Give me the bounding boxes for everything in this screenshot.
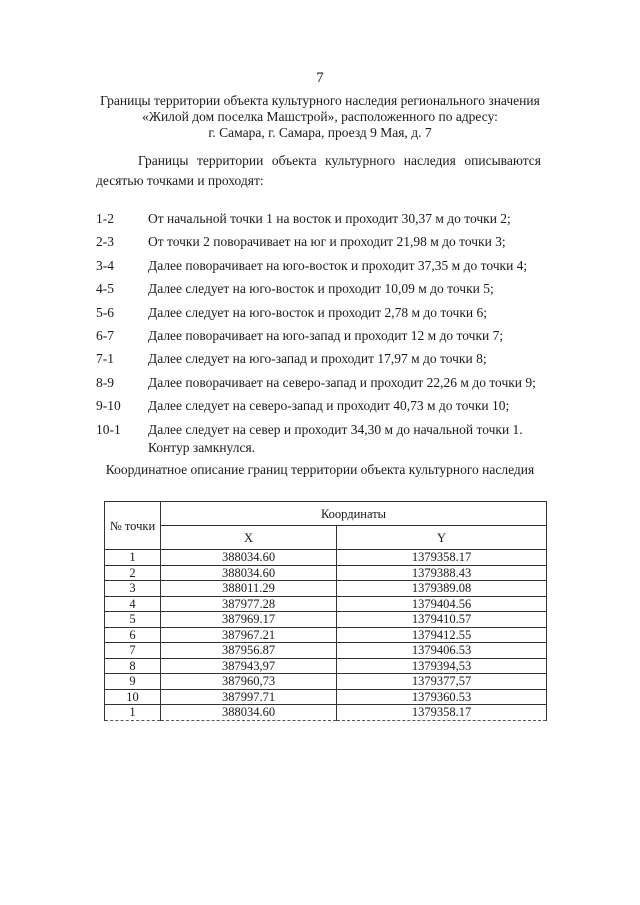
segment-description-line: Контур замкнулся. bbox=[148, 439, 256, 455]
intro-line: Границы территории объекта культурного наследия описываются bbox=[138, 153, 541, 168]
cell-y: 1379358.17 bbox=[337, 705, 547, 721]
segment-number: 1-2 bbox=[96, 211, 114, 226]
cell-x: 387967.21 bbox=[161, 627, 337, 643]
cell-point-number: 2 bbox=[105, 565, 161, 581]
cell-x: 388034.60 bbox=[161, 565, 337, 581]
table-row bbox=[105, 596, 547, 612]
segment-description: От точки 2 поворачивает на юг и проходит 21,98 м до точки 3; bbox=[148, 234, 506, 250]
cell-y: 1379377,57 bbox=[337, 674, 547, 690]
cell-point-number: 6 bbox=[105, 627, 161, 643]
cell-x: 387943,97 bbox=[161, 658, 337, 674]
title-line: г. Самара, г. Самара, проезд 9 Мая, д. 7 bbox=[208, 125, 432, 140]
table-row bbox=[105, 627, 547, 643]
table-row bbox=[105, 689, 547, 705]
segment-item bbox=[96, 397, 556, 420]
cell-x: 387969.17 bbox=[161, 612, 337, 628]
segment-description: Далее следует на юго-запад и проходит 17,97 м до точки 8; bbox=[148, 351, 487, 367]
cell-point-number: 1 bbox=[105, 550, 161, 566]
header-x: X bbox=[161, 526, 337, 550]
segment-number: 8-9 bbox=[96, 374, 114, 390]
cell-point-number: 1 bbox=[105, 705, 161, 721]
cell-x: 387997.71 bbox=[161, 689, 337, 705]
segment-description: От начальной точки 1 на восток и проходит 30,37 м до точки 2; bbox=[148, 211, 511, 226]
boundary-segments-list bbox=[96, 210, 556, 461]
cell-y: 1379360.53 bbox=[337, 689, 547, 705]
table-row bbox=[105, 643, 547, 659]
segment-item bbox=[96, 374, 556, 397]
cell-y: 1379394,53 bbox=[337, 658, 547, 674]
document-title bbox=[60, 93, 580, 141]
cell-point-number: 7 bbox=[105, 643, 161, 659]
segment-item bbox=[96, 280, 556, 303]
cell-point-number: 10 bbox=[105, 689, 161, 705]
segment-description bbox=[148, 421, 523, 457]
header-coordinates: Координаты bbox=[161, 502, 547, 526]
cell-y: 1379389.08 bbox=[337, 581, 547, 597]
segment-number: 9-10 bbox=[96, 398, 121, 414]
table-row bbox=[105, 612, 547, 628]
segment-item bbox=[96, 210, 556, 233]
page-number: 7 bbox=[316, 70, 324, 86]
table-row bbox=[105, 658, 547, 674]
cell-point-number: 9 bbox=[105, 674, 161, 690]
cell-x: 387956.87 bbox=[161, 643, 337, 659]
intro-paragraph bbox=[96, 151, 541, 191]
intro-line: десятью точками и проходят: bbox=[96, 173, 264, 188]
segment-number: 3-4 bbox=[96, 257, 114, 273]
segment-description: Далее поворачивает на северо-запад и проходит 22,26 м до точки 9; bbox=[148, 374, 536, 390]
cell-y: 1379388.43 bbox=[337, 565, 547, 581]
cell-point-number: 5 bbox=[105, 612, 161, 628]
segment-item bbox=[96, 421, 556, 461]
table-row bbox=[105, 565, 547, 581]
cell-point-number: 4 bbox=[105, 596, 161, 612]
table-title: Координатное описание границ территории объекта культурного наследия bbox=[105, 462, 535, 477]
table-row bbox=[105, 705, 547, 721]
cell-x: 387977.28 bbox=[161, 596, 337, 612]
cell-x: 388011.29 bbox=[161, 581, 337, 597]
segment-description: Далее поворачивает на юго-запад и проходит 12 м до точки 7; bbox=[148, 327, 504, 343]
title-line: «Жилой дом поселка Машстрой», расположенного по адресу: bbox=[142, 109, 498, 124]
segment-item bbox=[96, 327, 556, 350]
table-row bbox=[105, 674, 547, 690]
coordinates-table bbox=[104, 501, 547, 721]
cell-y: 1379410.57 bbox=[337, 612, 547, 628]
segment-number: 7-1 bbox=[96, 351, 114, 367]
segment-item bbox=[96, 233, 556, 256]
segment-item bbox=[96, 257, 556, 280]
segment-number: 2-3 bbox=[96, 234, 114, 250]
cell-x: 387960,73 bbox=[161, 674, 337, 690]
segment-description: Далее поворачивает на юго-восток и проходит 37,35 м до точки 4; bbox=[148, 257, 528, 273]
segment-number: 4-5 bbox=[96, 281, 114, 297]
segment-description: Далее следует на северо-запад и проходит 40,73 м до точки 10; bbox=[148, 398, 510, 414]
segment-number: 6-7 bbox=[96, 327, 114, 343]
segment-item bbox=[96, 350, 556, 373]
header-point-number: № точки bbox=[105, 502, 161, 550]
segment-number: 5-6 bbox=[96, 304, 114, 320]
header-y: Y bbox=[337, 526, 547, 550]
cell-y: 1379412.55 bbox=[337, 627, 547, 643]
cell-y: 1379406.53 bbox=[337, 643, 547, 659]
cell-x: 388034.60 bbox=[161, 705, 337, 721]
title-line: Границы территории объекта культурного наследия регионального значения bbox=[100, 93, 540, 108]
cell-y: 1379358.17 bbox=[337, 550, 547, 566]
cell-y: 1379404.56 bbox=[337, 596, 547, 612]
segment-description: Далее следует на юго-восток и проходит 2,78 м до точки 6; bbox=[148, 304, 487, 320]
cell-x: 388034.60 bbox=[161, 550, 337, 566]
segment-item bbox=[96, 304, 556, 327]
segment-number: 10-1 bbox=[96, 421, 121, 437]
segment-description-line: Далее следует на север и проходит 34,30 м до начальной точки 1. bbox=[148, 421, 523, 437]
table-row bbox=[105, 581, 547, 597]
cell-point-number: 3 bbox=[105, 581, 161, 597]
cell-point-number: 8 bbox=[105, 658, 161, 674]
segment-description: Далее следует на юго-восток и проходит 10,09 м до точки 5; bbox=[148, 281, 494, 297]
table-row bbox=[105, 550, 547, 566]
